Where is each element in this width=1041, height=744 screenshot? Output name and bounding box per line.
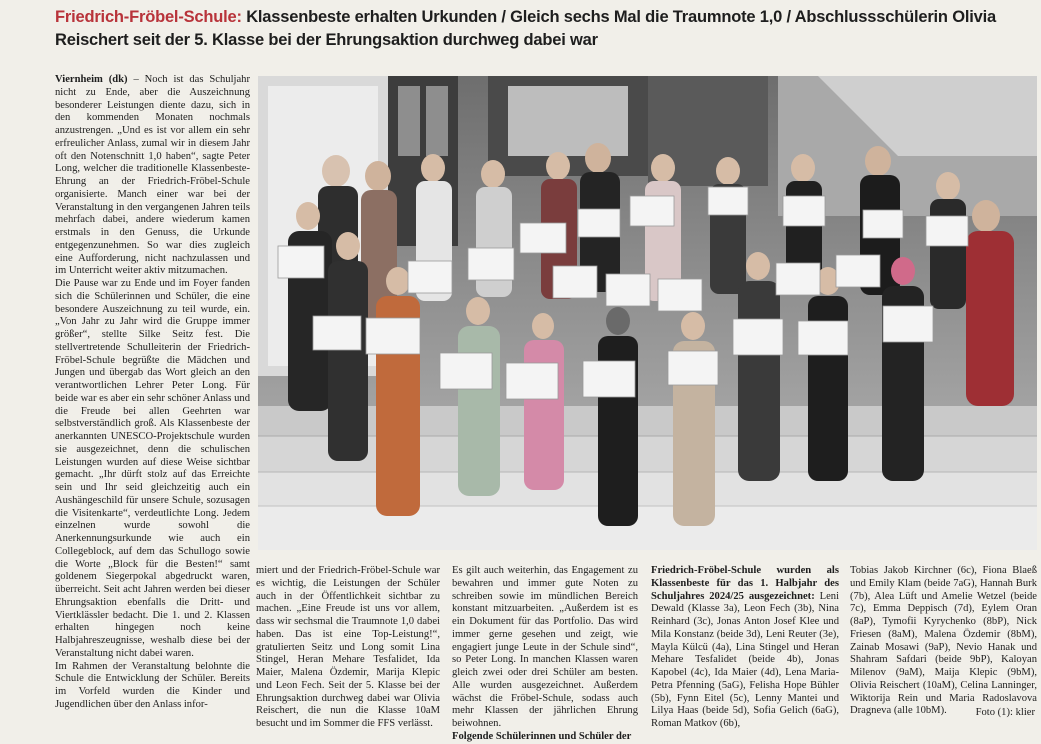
article-column-3 bbox=[452, 565, 638, 744]
headline-kicker: Friedrich-Fröbel-Schule: bbox=[55, 8, 242, 26]
group-photo-image bbox=[258, 76, 1037, 550]
honorees-list-1-text: Leni Dewald (Klasse 3a), Leon Fech (3b), Nina Reinhard (3c), Jonas Anton Josef Klee und Mila Konstanz (beide 3d), Leni Reuter (3e), Mayla Külcü (4a), Lina Stingel und Heran Mehare Tesfalidet (beide 4b), Jonas Kapobel (4c), Ida Maier (4d), Lena Maria-Petra Pfenning (5aG), Felisha Hope Bühler (5b), Fynn Eitel (5c), Lenny Mantei und Lilya Haas (beide 5d), Sofia Gelich (6aG), Roman Matkov (6b), bbox=[651, 590, 840, 729]
paragraph-4: miert und der Friedrich-Fröbel-Schule war es wichtig, die Leistungen der Schüler auch in der Öffentlichkeit sichtbar zu machen. „Eine Freude ist uns vor allem, dass wir sechsmal die Traumnote 1,0 dabei haben. Das ist eine Top-Leistung!“, gratulierten Seitz und Long somit Lina Stingel, Heran Mehare Tesfalidet, Ida Maier, Malena Özdemir, Marija Klepic und Leon Fech. Seit der 5. Klasse bei der Ehrungsaktion durchweg dabei war Olivia Reischert, die nun die Klasse 10aM besucht und im Sommer die FFS verlässt. bbox=[256, 565, 440, 729]
article-column-4 bbox=[651, 565, 839, 731]
paragraph-3: Im Rahmen der Veranstaltung belohnte die Schule die Entwicklung der Schüler. Bereits im Vorfeld wurden die Kinder und Jugendlichen über den Anlass infor- bbox=[55, 660, 250, 710]
photo-credit: Foto (1): klier bbox=[975, 707, 1035, 718]
article-column-2 bbox=[256, 565, 440, 731]
dateline: Viernheim (dk) bbox=[55, 74, 128, 85]
paragraph-5: Es gilt auch weiterhin, das Engagement zu bewahren und immer gute Noten zu schreiben sowie im mündlichen Bereich konstant mitzuarbeiten. „Außerdem ist es ein Dokument für das Portfolio. Das wird immer gerne gesehen und zeigt, wie engagiert junge Leute in der Schule sind“, so Peter Long. In manchen Klassen waren gleich zwei oder drei Schüler am besten. Alle wurden ausgezeichnet. Außerdem wächst die Fröbel-Schule, sodass auch mehr Klassen der jährlichen Ehrung beiwohnen. bbox=[452, 565, 638, 729]
group-photo bbox=[258, 76, 1037, 550]
paragraph-2: Die Pause war zu Ende und im Foyer fanden sich die Schülerinnen und Schüler, die eine besondere Auszeichnung zu teil wurde, ein. „Von Jahr zu Jahr wird die Gruppe immer größer“, stellte Silke Seitz fest. Die stellvertretende Schulleiterin der Friedrich-Fröbel-Schule begrüßte die Mädchen und Jungen und übergab das Wort gleich an den verantwortlichen Lehrer Peter Long. Für beide war es aber ein sehr schöner Anlass und die Freude bei allen Geehrten war selbstverständlich groß. Als Klassenbeste der anerkannten UNESCO-Projektschule wurden sie ausgezeichnet, denn die schulischen Leistungen wurden auf diese Weise sichtbar gemacht. „Ihr dürft stolz auf das Erreichte sein und Ihr seid gleichzeitig auch ein Aushängeschild für unsere Schule, sozusagen die Visitenkarte“, verdeutlichte Long. Jedem einzelnen wurde sowohl die Anerkennungsurkunde wie auch ein Collegeblock, auf dem das Schullogo sowie die Worte „Block für die Besten!“ samt goldenem Siegerpokal abgedruckt waren, überreicht. Seit acht Jahren werden bei dieser Ehrungsaktion ebenfalls die Dritt- und Viertklässler bedacht. Die 1. und 2. Klassen erhalten hingegen noch keine Halbjahreszeugnisse, weshalb diese bei der Veranstaltung nicht dabei waren. bbox=[55, 278, 250, 659]
honorees-subhead-start: Folgende Schülerinnen und Schüler der bbox=[452, 730, 632, 742]
article-column-5 bbox=[850, 565, 1037, 718]
headline-text: Klassenbeste erhalten Urkunden / Gleich sechs Mal die Traumnote 1,0 / Abschlussschülerin Olivia Reischert seit der 5. Klasse bei der Ehrungsaktion durchweg dabei war bbox=[55, 8, 996, 49]
honorees-list-1 bbox=[651, 565, 839, 731]
article-column-1 bbox=[55, 74, 250, 712]
paragraph-1-text: – Noch ist das Schuljahr nicht zu Ende, aber die Auszeichnung besonderer Leistungen diente dazu, sich in den kommenden Monaten nochmals anzustrengen. „Und es ist vor allem ein sehr erfreulicher Anlass, zumal wir in diesem Jahr oft den Notenschnitt 1,0 haben“, sagte Peter Long, welcher die traditionelle Klassenbeste-Ehrung an der Friedrich-Fröbel-Schule organisierte. Manch einer war bei der Veranstaltung in den vergangenen Jahren teils mehrfach dabei, andere wiederum kamen erstmals in den Genuss, die Urkunde entgegenzunehmen. So war dies zugleich eine Aufforderung, nicht nachzulassen und im Unterricht weiter aktiv mitzumachen. bbox=[55, 74, 250, 277]
honorees-subhead-end: Friedrich-Fröbel-Schule wurden als Klassenbeste für das 1. Halbjahr des Schuljahres 2024/25 ausgezeichnet: bbox=[651, 565, 839, 602]
honorees-list-2: Tobias Jakob Kirchner (6c), Fiona Blaeß und Emily Klam (beide 7aG), Hannah Burk (7b), Alea Lüft und Amelie Wetzel (beide 7c), Emma Deppisch (7d), Eylem Oran (8aP), Tymofii Kyrychenko (8bP), Nick Friesen (8aM), Malena Özdemir (8bM), Zainab Mosawi (9aP), Nevio Hanak und Shahram Safdari (beide 9bP), Kaloyan Milenov (9aM), Maija Klepic (9bM), Olivia Reischert (10aM), Celina Lanninger, Wiktorija Rein und Maria Radoslavova Dragneva (alle 10bM). bbox=[850, 565, 1037, 717]
article-headline bbox=[55, 6, 1030, 52]
paragraph-1 bbox=[55, 74, 250, 278]
